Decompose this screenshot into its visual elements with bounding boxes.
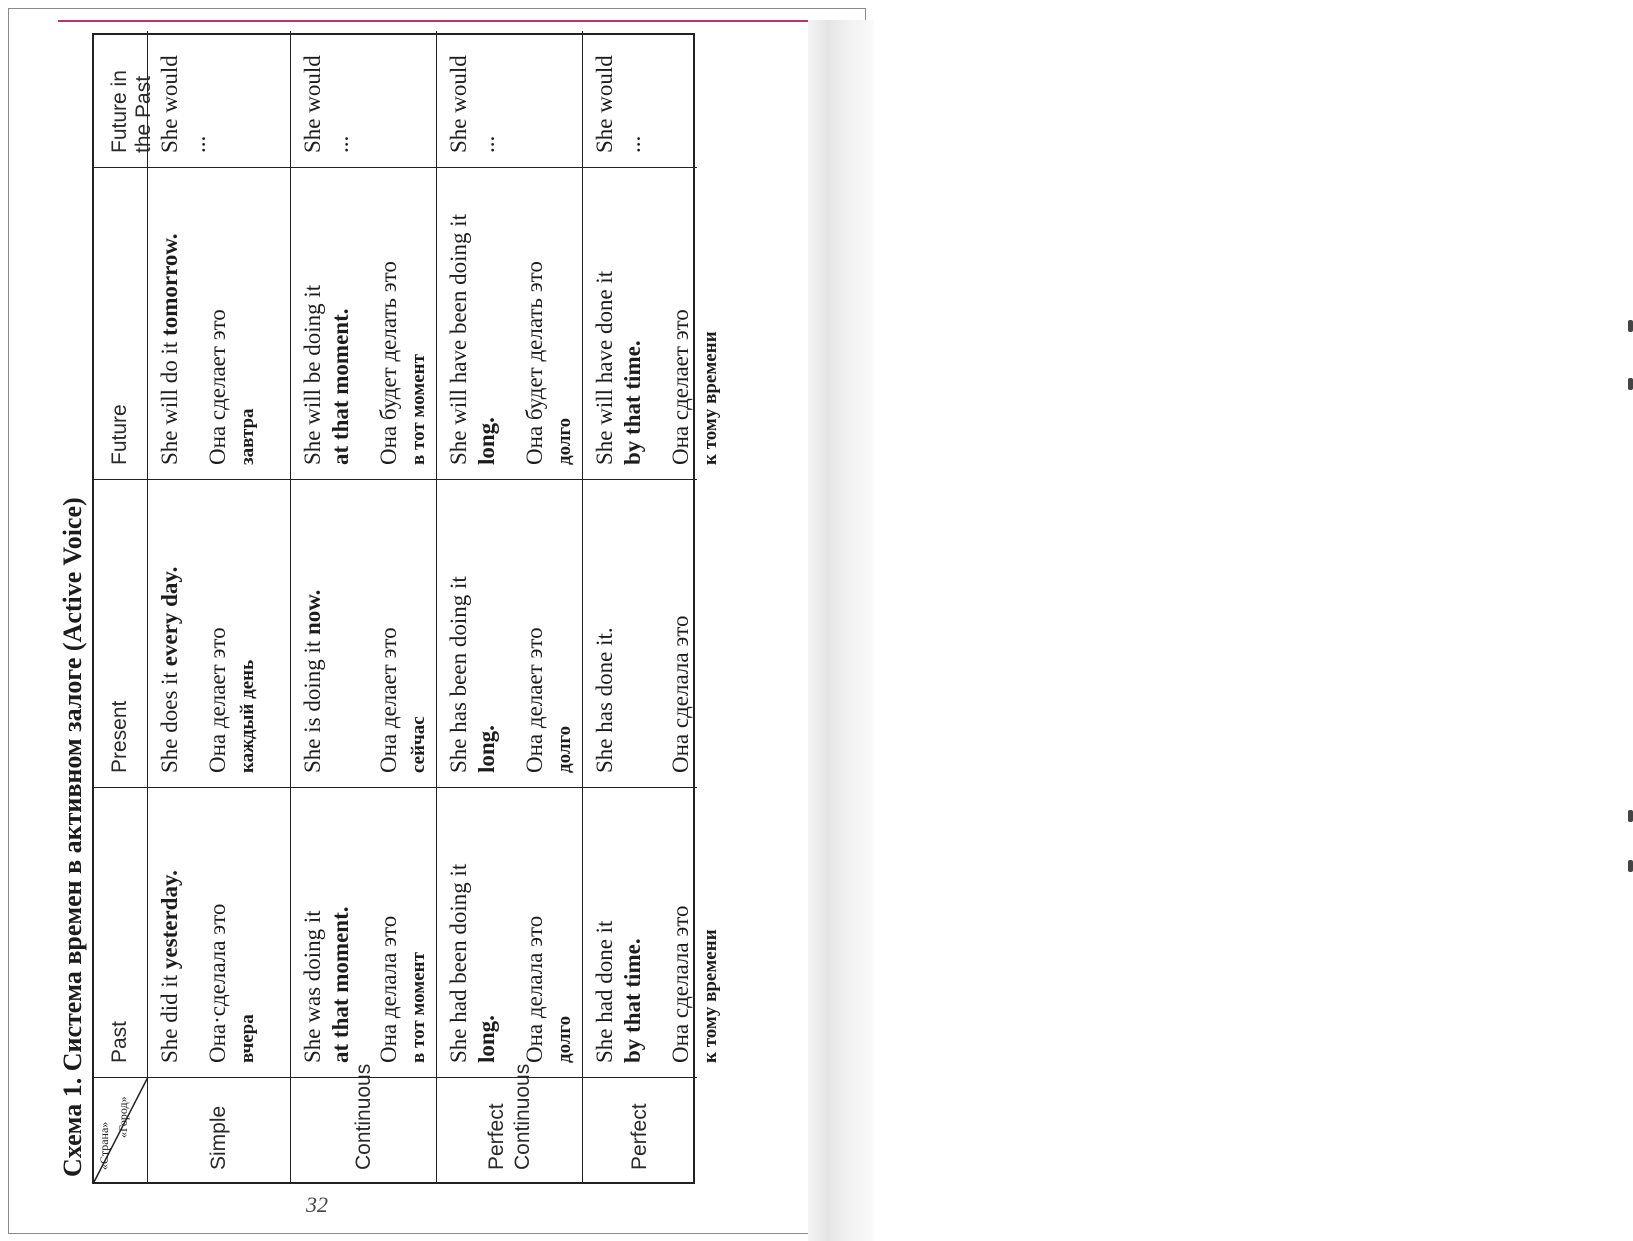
en-sentence: She is doing it now. (300, 589, 325, 773)
col-header-future: Future (94, 167, 148, 479)
page-number: 32 (306, 1192, 328, 1217)
en-sentence: She will be doing it at that moment. (300, 284, 354, 465)
en-sentence: She will do it tomorrow. (157, 233, 182, 465)
ru-sentence: Она делала это долго (522, 915, 576, 1063)
row-label-line-1: Perfect (485, 1103, 509, 1170)
ru-sentence: Она делает это каждый день (205, 627, 259, 773)
corner-country: «Страна» (97, 1121, 111, 1170)
col-header-future-in-the-past: Future in the Past (94, 31, 148, 167)
row-label-simple (148, 1077, 291, 1182)
cell-perfect-future (583, 167, 722, 479)
cell-perfect-continuous-present (437, 479, 583, 787)
en-sentence: She had been doing it long. (446, 863, 500, 1063)
row-label-perfect (583, 1077, 697, 1182)
en-sentence: She did it yesterday. (157, 870, 182, 1063)
cell-continuous-present (291, 479, 437, 787)
en-sentence: She would ... (300, 55, 354, 153)
col-header-present: Present (94, 479, 148, 787)
tense-table (92, 33, 722, 1184)
row-label-text: Perfect (628, 1103, 652, 1170)
fold-mark (1628, 810, 1633, 822)
ru-sentence: Она сделает это завтра (205, 309, 259, 465)
fold-mark (1628, 320, 1633, 332)
en-sentence: She would ... (157, 55, 211, 153)
col-header-past: Past (94, 787, 148, 1077)
ru-sentence: Она сделала это к тому времени (668, 905, 722, 1063)
en-sentence: She does it every day. (157, 566, 182, 773)
row-label-text: Simple (207, 1105, 231, 1170)
ru-sentence: Она сделает это к тому времени (668, 309, 722, 465)
cell-simple-past (148, 787, 291, 1077)
ru-sentence: Она будет делать это долго (522, 261, 576, 465)
en-sentence: She would ... (446, 55, 500, 153)
en-sentence: She was doing it at that moment. (300, 906, 354, 1063)
en-sentence: She had done it by that time. (592, 920, 646, 1063)
corner-city: «Город» (116, 1096, 130, 1138)
cell-perfect-continuous-future (437, 167, 583, 479)
cell-continuous-past (291, 787, 437, 1077)
corner-cell (94, 1077, 148, 1182)
row-label-line-2: Continuous (510, 1063, 534, 1170)
cell-simple-future-in-the-past (148, 31, 291, 167)
ru-sentence: Она делает это сейчас (376, 627, 430, 773)
ru-sentence: Она делала это в тот момент (376, 915, 430, 1063)
fold-mark (1628, 860, 1633, 872)
fold-mark (1628, 378, 1633, 390)
en-sentence: She will have been doing it long. (446, 213, 500, 465)
ru-sentence: Она будет делать это в тот момент (376, 261, 430, 465)
cell-continuous-future (291, 167, 437, 479)
cell-perfect-future-in-the-past (583, 31, 697, 167)
row-label-text: Continuous (351, 1063, 375, 1170)
row-label-continuous (291, 1063, 437, 1182)
cell-perfect-past (583, 787, 722, 1077)
cell-simple-present (148, 479, 291, 787)
row-label-perfect-continuous (437, 1063, 583, 1182)
cell-perfect-continuous-future-in-the-past (437, 31, 583, 167)
scheme-title: Схема 1. Система времен в активном залоге (Active Voice) (58, 497, 87, 1177)
cell-perfect-present (583, 479, 697, 787)
cell-continuous-future-in-the-past (291, 31, 437, 167)
ru-sentence: Она сделала это (668, 615, 694, 773)
ru-sentence: Она·сделала это вчера (205, 903, 259, 1063)
ru-sentence: Она делает это долго (522, 627, 576, 773)
en-sentence: She would ... (592, 55, 646, 153)
en-sentence: She will have done it by that time. (592, 270, 646, 465)
cell-simple-future (148, 167, 291, 479)
en-sentence: She has been doing it long. (446, 576, 500, 773)
en-sentence: She has done it. (592, 627, 617, 773)
cell-perfect-continuous-past (437, 787, 583, 1077)
